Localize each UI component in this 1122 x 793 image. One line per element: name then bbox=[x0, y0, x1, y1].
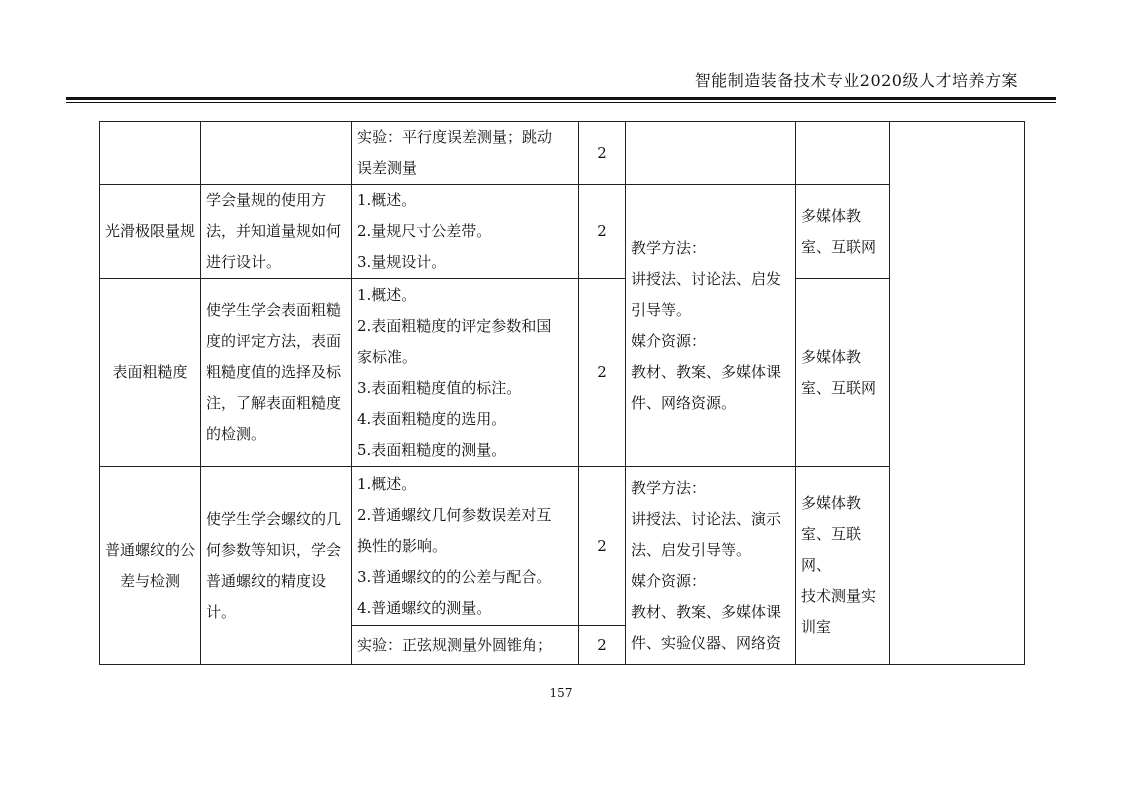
content-line: 1.概述。 bbox=[357, 285, 417, 304]
content-line: 3.普通螺纹的的公差与配合。 bbox=[357, 567, 552, 586]
hours-cell: 2 bbox=[579, 185, 626, 279]
content-cell bbox=[352, 626, 579, 665]
page-number: 157 bbox=[549, 686, 573, 700]
content-line: 2.普通螺纹几何参数误差对互 bbox=[357, 505, 552, 524]
resources-line: 训室 bbox=[801, 618, 832, 636]
table-row bbox=[100, 279, 1025, 467]
content-line: 1.概述。 bbox=[357, 474, 417, 493]
content-line: 4.表面粗糙度的选用。 bbox=[357, 409, 507, 428]
table-row bbox=[100, 185, 1025, 279]
method-line: 教学方法： bbox=[631, 478, 707, 497]
content-line: 误差测量 bbox=[357, 159, 418, 177]
method-line: 讲授法、讨论法、演示 bbox=[631, 509, 782, 528]
method-line: 引导等。 bbox=[631, 300, 692, 319]
method-cell bbox=[626, 185, 796, 467]
resources-cell bbox=[796, 185, 890, 279]
objective-cell: 使学生学会螺纹的几何参数等知识，学会普通螺纹的精度设计。 bbox=[201, 467, 352, 665]
method-line: 件、实验仪器、网络资 bbox=[631, 633, 782, 652]
hours-cell: 2 bbox=[579, 279, 626, 467]
content-line: 实验：平行度误差测量；跳动 bbox=[357, 128, 553, 146]
course-content-table bbox=[99, 121, 1025, 665]
remarks-cell bbox=[890, 122, 1025, 665]
header-rule-thick bbox=[66, 97, 1056, 100]
content-line: 5.表面粗糙度的测量。 bbox=[357, 440, 507, 459]
content-cell bbox=[352, 467, 579, 626]
method-line: 媒介资源： bbox=[631, 571, 707, 590]
resources-line: 多媒体教 bbox=[801, 347, 862, 366]
content-line: 3.量规设计。 bbox=[357, 253, 447, 271]
objective-cell: 学会量规的使用方法，并知道量规如何进行设计。 bbox=[201, 185, 352, 279]
resources-line: 室、互联网、 bbox=[801, 525, 862, 574]
resources-line: 技术测量实 bbox=[801, 587, 877, 605]
resources-line: 多媒体教 bbox=[801, 206, 862, 225]
topic-cell bbox=[100, 122, 201, 185]
content-line: 4.普通螺纹的测量。 bbox=[357, 598, 492, 617]
method-cell bbox=[626, 467, 796, 665]
resources-line: 室、互联网 bbox=[801, 237, 877, 256]
objective-cell: 使学生学会表面粗糙度的评定方法，表面粗糙度值的选择及标注，了解表面粗糙度的检测。 bbox=[201, 279, 352, 467]
content-cell bbox=[352, 185, 579, 279]
objective-cell bbox=[201, 122, 352, 185]
method-line: 教学方法： bbox=[631, 238, 707, 257]
content-cell bbox=[352, 279, 579, 467]
resources-line: 室、互联网 bbox=[801, 378, 877, 397]
content-line: 实验：正弦规测量外圆锥角； bbox=[357, 635, 553, 654]
content-line: 3.表面粗糙度值的标注。 bbox=[357, 378, 522, 397]
resources-line: 多媒体教 bbox=[801, 494, 862, 512]
document-header-title: 智能制造装备技术专业2020级人才培养方案 bbox=[694, 71, 1018, 90]
method-cell bbox=[626, 122, 796, 185]
content-line: 换性的影响。 bbox=[357, 536, 448, 555]
content-line: 2.表面粗糙度的评定参数和国 bbox=[357, 316, 552, 335]
topic-cell: 普通螺纹的公差与检测 bbox=[100, 467, 201, 665]
hours-cell: 2 bbox=[579, 122, 626, 185]
resources-cell bbox=[796, 279, 890, 467]
content-cell bbox=[352, 122, 579, 185]
resources-cell bbox=[796, 467, 890, 665]
method-line: 法、启发引导等。 bbox=[631, 540, 752, 559]
hours-cell: 2 bbox=[579, 467, 626, 626]
method-line: 教材、教案、多媒体课 bbox=[631, 362, 782, 381]
content-line: 家标准。 bbox=[357, 347, 418, 366]
table-row bbox=[100, 467, 1025, 626]
content-line: 1.概述。 bbox=[357, 191, 417, 209]
content-line: 2.量规尺寸公差带。 bbox=[357, 222, 492, 240]
header-rule-thin bbox=[66, 102, 1056, 103]
method-line: 件、网络资源。 bbox=[631, 393, 737, 412]
method-line: 讲授法、讨论法、启发 bbox=[631, 269, 782, 288]
hours-cell: 2 bbox=[579, 626, 626, 665]
method-line: 教材、教案、多媒体课 bbox=[631, 602, 782, 621]
resources-cell bbox=[796, 122, 890, 185]
topic-cell: 光滑极限量规 bbox=[100, 185, 201, 279]
table-row bbox=[100, 122, 1025, 185]
topic-cell: 表面粗糙度 bbox=[100, 279, 201, 467]
method-line: 媒介资源： bbox=[631, 331, 707, 350]
